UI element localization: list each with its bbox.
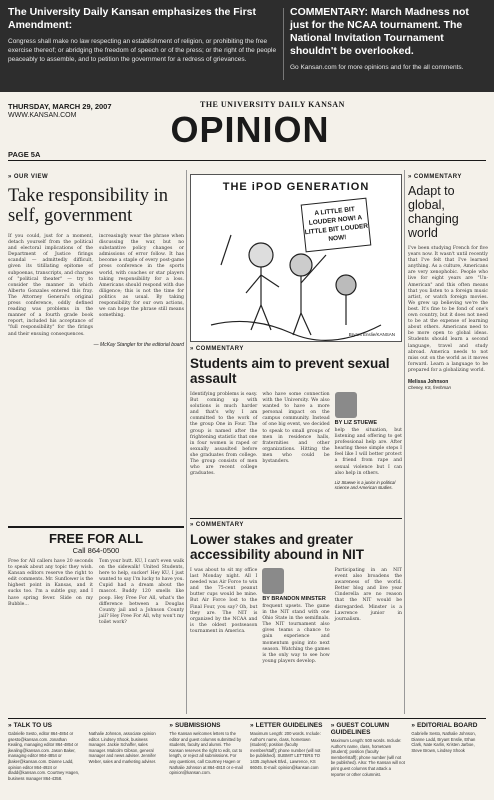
cartoon-sign: A LITTLE BIT LOUDER NOW! A LITTLE BIT LOUDER NOW! bbox=[301, 198, 372, 253]
global-body: I've been studying French for five years now. It wasn't until recently that I've felt that I've learned anything. As a culture, Americans are very xenophobic. People who live for eight years are "Un-American" and this often means that you listen to a foreign music artist, or watch foreign movies. We grew up believing we're the best. It's fine to be fond of one's own country, but it does not need to be at the expense of learning about others. Americans need to be more open to global ideas. Students should learn a second language, travel and study abroad. America needs to not miss out on the world as it moves forward. Learn a language to be prepared for a globalizing world. bbox=[408, 246, 488, 373]
talk-text: Gabrielle Sesto, editor 864-4854 or gsesto@kansan.com. Jonathan Kealing, managing editor 864-4854 or jkealing@kansan.com. Jason Baker, managing editor 864-4854 or jbaker@kansan.com. Dianne Ladd, opinion editor 864-4924 or dladd@kansan.com. Courtney Hagen, business manager 864-4358. bbox=[8, 731, 80, 781]
editorial-cartoon bbox=[190, 174, 402, 342]
section-title: OPINION bbox=[170, 109, 330, 150]
talk-to-us bbox=[8, 722, 83, 796]
sexual-assault-col3: help the situation, but listening and offering to get professional help are. After hearing these simple steps I feel like I will better protect a friend from rape and sexual violence but I can also help in others. bbox=[334, 428, 402, 476]
our-view-headline: Take responsibility in self, government bbox=[8, 186, 169, 226]
guest-title: » GUEST COLUMN GUIDELINES bbox=[331, 722, 406, 736]
board-text: Gabrielle Sesto, Nathalie Johnson, Dianne Ladd, Bryant Enslie, Ethan Clark, Nate Karlin, Kristen Jarboe, Steve Brown, Lindsey Shook bbox=[411, 731, 476, 753]
banner-divider bbox=[283, 8, 284, 80]
cartoon-drawing-icon bbox=[191, 175, 403, 343]
contacts-text: Nathalie Johnson, associate opinion editor. Lindsey Shook, business manager. Jackie Schaffer, sales manager. Malcolm Gibson, general manager and news adviser. Jennifer Weber, sales and marketing adviser. bbox=[88, 731, 157, 764]
site-url[interactable]: WWW.KANSAN.COM bbox=[8, 112, 77, 119]
our-view-byline: — McKay Stangler for the editorial board bbox=[93, 341, 184, 348]
letters-title: » LETTER GUIDELINES bbox=[250, 722, 325, 729]
author-name: BY LIZ STUEWE bbox=[334, 420, 378, 426]
free-for-all-box bbox=[8, 526, 184, 626]
banner-left-headline: The University Daily Kansan emphasizes the First Amendment: bbox=[8, 6, 257, 31]
column-divider-right bbox=[404, 170, 405, 714]
story-rule bbox=[190, 518, 402, 519]
free-for-all-col2: Tom your butt. KU, I can't even walk on the sidewalk! United Students, here to help, sucker! Hey KU, I just wanted to say I'm lucky to have you. Cupid had a dream about the mascot. Buddy 120 smells like poop. Hey Free For All, what's the difference between a Douglas County jail and a Johnson County jail? Hey Free For All, why won't my toilet work? bbox=[99, 559, 184, 625]
our-view-col1: If you could, just for a moment, detach yourself from the political and electoral implications of the Department of Justice firings scandal — admittedly difficult, given its titillating epitome of subpoenas, transcripts, and charges of "political theater" — try to consider the manner in which Alberto Gonzales entered this fray. The Attorney General's original press conference, oddly defined reading was problems in the manner of a fourth grade book report, included his acceptance of "full responsibility" for the firings and their ensuing consequences. bbox=[8, 234, 93, 337]
first-amendment-text: Congress shall make no law respecting an establishment of religion, or prohibiting the free exercise thereof; or abridging the freedom of speech or of the press; or the right of the people peaceably to assemble, and to petition the government for a redress of grievances. bbox=[8, 38, 277, 63]
letter-guidelines bbox=[250, 722, 325, 796]
staff-contacts bbox=[89, 722, 164, 796]
nit-commentary bbox=[190, 522, 402, 665]
author-name: BY BRANDON MINSTER bbox=[262, 596, 326, 602]
nit-col3: Participating in an NIT event also broadens the awareness of the world. Better blog and live year Cinderella are no reason that the NIT would be disregarded. Minster is a Lawrence junior in journalism. bbox=[334, 568, 402, 622]
submissions-text: The Kansan welcomes letters to the editor and guest columns submitted by students, faculty and alumni. The Kansan reserves the right to edit, cut to length, or reject all submissions. For any questions, call Courtney Hagen or Nathalie Johnson at 864-4810 or e-mail opinion@kansan.com. bbox=[169, 731, 243, 776]
author-bio: Liz Stuewe is a junior in political science and American studies. bbox=[334, 479, 396, 490]
nit-headline: Lower stakes and greater accessibility abound in NIT bbox=[190, 532, 365, 562]
author-photo bbox=[335, 392, 357, 418]
submissions bbox=[169, 722, 244, 796]
free-for-all-phone: Call 864-0500 bbox=[72, 546, 120, 555]
cartoon-credit: Bryant Enslie/KANSAN bbox=[348, 332, 395, 337]
banner-right-headline: COMMENTARY: March Madness not just for the NCAA tournament. The National Invitation Tournament shouldn't be overlooked. bbox=[290, 6, 469, 57]
banner-right bbox=[290, 6, 490, 72]
commentary-kicker: » COMMENTARY bbox=[190, 346, 402, 352]
sexual-assault-headline: Students aim to prevent sexual assault bbox=[190, 356, 390, 386]
sexual-assault-col1: Identifying problems is easy. But coming up with solutions is much harder and that's why I am committed to the work of the group One in Four. The group is named after the frightening statistic that one in four women is raped or sexually assaulted before she graduates from college. The group consists of men who are recent college graduates. bbox=[190, 392, 258, 477]
nit-col1: I was about to sit my office last Monday night. All I needed was Air Force to win and the 75-cent peanut butter cups would be mine. But Air Force lost to the Final Four, you say? Oh, but they are. The NIT is organized by the NCAA and is the oldest postseason tournament in America. bbox=[190, 568, 258, 634]
nit-col2: frequent upsets. The game in the NIT stand with one Ohio State in the semifinals. The NIT tournament also gives teams a chance to gain experience and momentum going into next season. Watching the games is the only way to see how young players develop. bbox=[262, 604, 330, 664]
banner-right-teaser[interactable]: Go Kansan.com for more opinions and for the all comments. bbox=[290, 64, 464, 71]
submissions-title: » SUBMISSIONS bbox=[169, 722, 244, 729]
letters-text: Maximum Length: 200 words. Include: Author's name, class, hometown (student); position (faculty member/staff); phone number (will not be published). SUBMIT LETTERS TO 1435 Jayhawk Blvd., Lawrence, KS 66045. E-mail: opinion@kansan.com bbox=[250, 731, 321, 770]
global-commentary bbox=[408, 174, 488, 390]
banner-left bbox=[8, 6, 278, 64]
author-photo bbox=[262, 568, 284, 594]
guest-text: Maximum Length: 500 words. Include: Author's name, class, hometown (student); position (faculty member/staff); phone number (will not be published). Also: The Kansan will not print guest columns that attack a reporter or other columnist. bbox=[330, 738, 405, 777]
global-headline: Adapt to global, changing world bbox=[408, 184, 459, 240]
sexual-assault-commentary bbox=[190, 346, 402, 490]
our-view-col2: increasingly wear the phrase when discussing the war, but no substantive policy changes or admissions of error follow. It has become a staple of every post-game press conference in the sports world, with coaches or star players taking responsibility for a loss. Americans should respond with due diligence; this is not the time for politics as usual. By taking responsibility for our own actions, we can hope the phrase still means something. bbox=[99, 234, 184, 319]
guest-column-guidelines bbox=[331, 722, 406, 796]
global-author: Melissa Johnson bbox=[408, 378, 449, 385]
board-title: » EDITORIAL BOARD bbox=[411, 722, 486, 729]
cartoon-caption: THE iPOD GENERATION bbox=[222, 181, 370, 193]
our-view-kicker: » OUR VIEW bbox=[8, 174, 184, 180]
commentary-kicker: » COMMENTARY bbox=[190, 522, 402, 528]
page-number: PAGE 5A bbox=[8, 150, 41, 159]
masthead-rule bbox=[8, 160, 486, 161]
editorial-board bbox=[411, 722, 486, 796]
free-for-all-col1: Free for All callers have 20 seconds to speak about any topic they wish. Kansan editors reserve the right to edit comments. Mr. Sunflower is the highest point in Kansas, and it sucks too. I'm a subtle guy, and I have spring fever. Slide on my Bubble... bbox=[8, 559, 93, 607]
issue-date: THURSDAY, MARCH 29, 2007 bbox=[8, 102, 112, 111]
our-view-editorial bbox=[8, 174, 184, 348]
column-divider-left bbox=[186, 170, 187, 714]
free-for-all-title: FREE FOR ALL bbox=[48, 531, 144, 546]
commentary-kicker: » COMMENTARY bbox=[408, 174, 488, 180]
sexual-assault-col2: who have some connection with the University. We also wanted to have a more personal impact on the campus community. Instead of one big event, we decided to speak to small groups of men in residence halls, fraternities and other organizations. Hitting the men who could be bystanders. bbox=[262, 392, 330, 465]
global-author-bio: Cheney, KS, freshman bbox=[408, 384, 451, 390]
paper-name: THE UNIVERSITY DAILY KANSAN bbox=[200, 100, 345, 109]
footer-info bbox=[8, 718, 486, 796]
first-amendment-banner bbox=[0, 0, 494, 92]
talk-title: » TALK TO US bbox=[8, 722, 83, 729]
